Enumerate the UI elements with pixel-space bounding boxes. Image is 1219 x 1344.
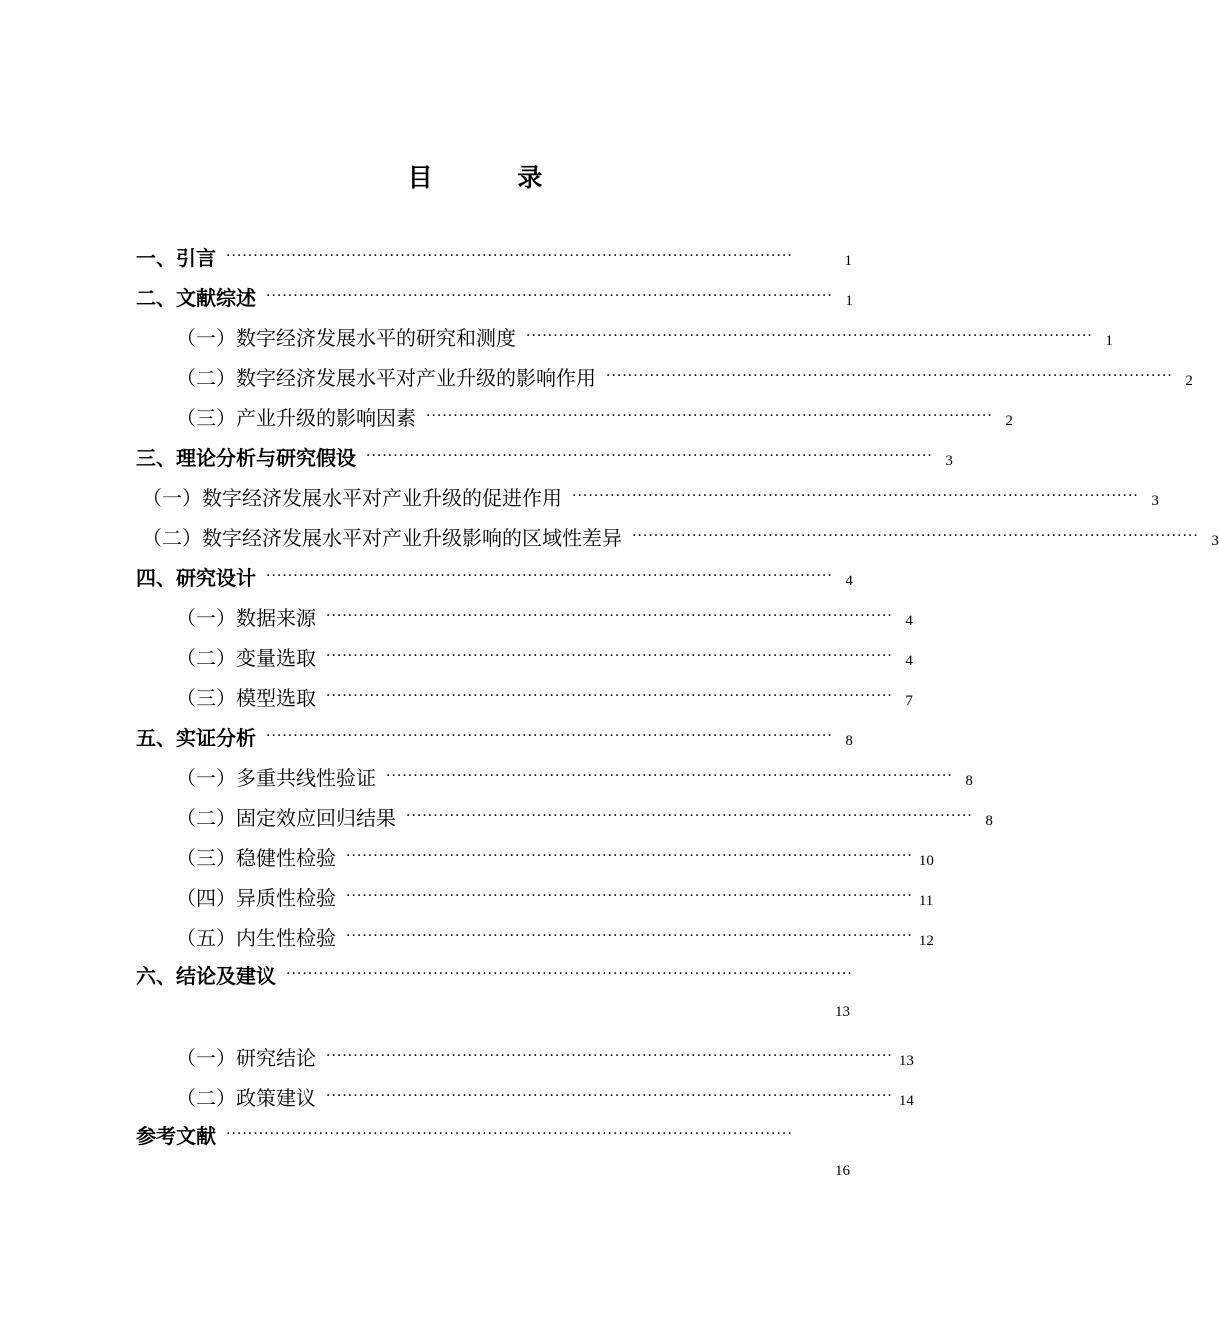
dot-leader: ········································································································ xyxy=(326,608,893,624)
toc-entry-4-3[interactable] xyxy=(176,680,913,712)
toc-entry-label: （二）数字经济发展水平对产业升级影响的区域性差异 xyxy=(142,526,622,550)
toc-entry-2-3[interactable] xyxy=(176,400,1013,432)
toc-entry-label: 五、实证分析 xyxy=(136,726,256,750)
dot-leader: ········································································································ xyxy=(366,448,933,464)
dot-leader: ········································································································ xyxy=(326,688,893,704)
toc-entry-label: （三）稳健性检验 xyxy=(176,846,336,870)
dot-leader: ········································································································ xyxy=(226,1126,793,1142)
toc-entry-label: 六、结论及建议 xyxy=(136,964,276,988)
dot-leader: ········································································································ xyxy=(346,928,913,944)
dot-leader: ········································································································ xyxy=(326,1088,893,1104)
toc-title: 目 录 xyxy=(407,163,581,192)
dot-leader: ········································································································ xyxy=(386,768,953,784)
toc-entry-page: 4 xyxy=(845,573,853,589)
dot-leader: ········································································································ xyxy=(266,728,833,744)
toc-entry-5-3[interactable] xyxy=(176,840,934,872)
toc-entry-research-design[interactable] xyxy=(136,560,852,592)
toc-entry-page: 8 xyxy=(965,773,973,789)
dot-leader: ········································································································ xyxy=(326,1048,893,1064)
toc-entry-5-4[interactable] xyxy=(176,880,934,912)
dot-leader: ········································································································ xyxy=(346,888,913,904)
toc-entry-2-1[interactable] xyxy=(176,320,1113,352)
toc-entry-page: 14 xyxy=(898,1093,914,1109)
dot-leader: ········································································································ xyxy=(266,288,833,304)
dot-leader: ········································································································ xyxy=(426,408,993,424)
toc-entry-page: 7 xyxy=(905,693,913,709)
dot-leader: ········································································································ xyxy=(526,328,1093,344)
toc-entry-page: 1 xyxy=(844,253,852,269)
toc-entry-label: （二）变量选取 xyxy=(176,646,316,670)
toc-entry-page: 8 xyxy=(845,733,853,749)
toc-entry-2-2[interactable] xyxy=(176,360,1193,392)
toc-entry-page: 16 xyxy=(835,1163,850,1179)
toc-entry-label: （三）模型选取 xyxy=(176,686,316,710)
toc-entry-4-1[interactable] xyxy=(176,600,913,632)
toc-entry-3-2[interactable] xyxy=(142,520,1219,552)
dot-leader: ········································································································ xyxy=(326,648,893,664)
toc-entry-label: （一）研究结论 xyxy=(176,1046,316,1070)
toc-entry-5-5[interactable] xyxy=(176,920,934,952)
toc-entry-label: （一）数字经济发展水平对产业升级的促进作用 xyxy=(142,486,562,510)
toc-entry-page: 13 xyxy=(898,1053,914,1069)
dot-leader: ········································································································ xyxy=(406,808,973,824)
toc-entry-label: （一）数据来源 xyxy=(176,606,316,630)
toc-entry-label: 四、研究设计 xyxy=(136,566,256,590)
toc-entry-page: 2 xyxy=(1185,373,1193,389)
toc-entry-page: 3 xyxy=(1211,533,1219,549)
toc-entry-label: （四）异质性检验 xyxy=(176,886,336,910)
toc-entry-page: 13 xyxy=(835,1004,850,1020)
toc-entry-label: （一）数字经济发展水平的研究和测度 xyxy=(176,326,516,350)
toc-entry-label: （一）多重共线性验证 xyxy=(176,766,376,790)
toc-entry-label: （二）数字经济发展水平对产业升级的影响作用 xyxy=(176,366,596,390)
toc-entry-page: 8 xyxy=(985,813,993,829)
toc-entry-6-1[interactable] xyxy=(176,1040,914,1072)
dot-leader: ········································································································ xyxy=(346,848,913,864)
toc-entry-page: 3 xyxy=(945,453,953,469)
toc-entry-label: 二、文献综述 xyxy=(136,286,256,310)
toc-entry-label: （三）产业升级的影响因素 xyxy=(176,406,416,430)
dot-leader: ········································································································ xyxy=(572,488,1139,504)
toc-entry-theory[interactable] xyxy=(136,440,953,472)
toc-entry-references[interactable] xyxy=(136,1118,852,1150)
dot-leader: ········································································································ xyxy=(606,368,1173,384)
toc-entry-page: 4 xyxy=(905,653,913,669)
dot-leader: ········································································································ xyxy=(632,528,1199,544)
toc-entry-literature-review[interactable] xyxy=(136,280,852,312)
toc-entry-page: 12 xyxy=(918,933,934,949)
toc-entry-3-1[interactable] xyxy=(142,480,1159,512)
toc-entry-5-2[interactable] xyxy=(176,800,993,832)
toc-entry-label: 三、理论分析与研究假设 xyxy=(136,446,356,470)
toc-entry-6-2[interactable] xyxy=(176,1080,914,1112)
toc-entry-page: 11 xyxy=(918,893,934,909)
toc-entry-label: （五）内生性检验 xyxy=(176,926,336,950)
toc-entry-label: 一、引言 xyxy=(136,246,216,270)
toc-entry-page: 2 xyxy=(1005,413,1013,429)
dot-leader: ········································································································ xyxy=(286,966,853,982)
toc-entry-page: 3 xyxy=(1151,493,1159,509)
toc-entry-conclusion[interactable] xyxy=(136,958,852,990)
dot-leader: ········································································································ xyxy=(226,248,793,264)
toc-entry-label: （二）政策建议 xyxy=(176,1086,316,1110)
toc-entry-label: 参考文献 xyxy=(136,1124,216,1148)
toc-entry-introduction[interactable] xyxy=(136,240,852,272)
toc-entry-empirical[interactable] xyxy=(136,720,852,752)
toc-entry-page: 4 xyxy=(905,613,913,629)
toc-entry-label: （二）固定效应回归结果 xyxy=(176,806,396,830)
toc-entry-page: 1 xyxy=(845,293,853,309)
toc-entry-page: 1 xyxy=(1105,333,1113,349)
toc-entry-5-1[interactable] xyxy=(176,760,973,792)
toc-entry-4-2[interactable] xyxy=(176,640,913,672)
dot-leader: ········································································································ xyxy=(266,568,833,584)
toc-entry-page: 10 xyxy=(918,853,934,869)
